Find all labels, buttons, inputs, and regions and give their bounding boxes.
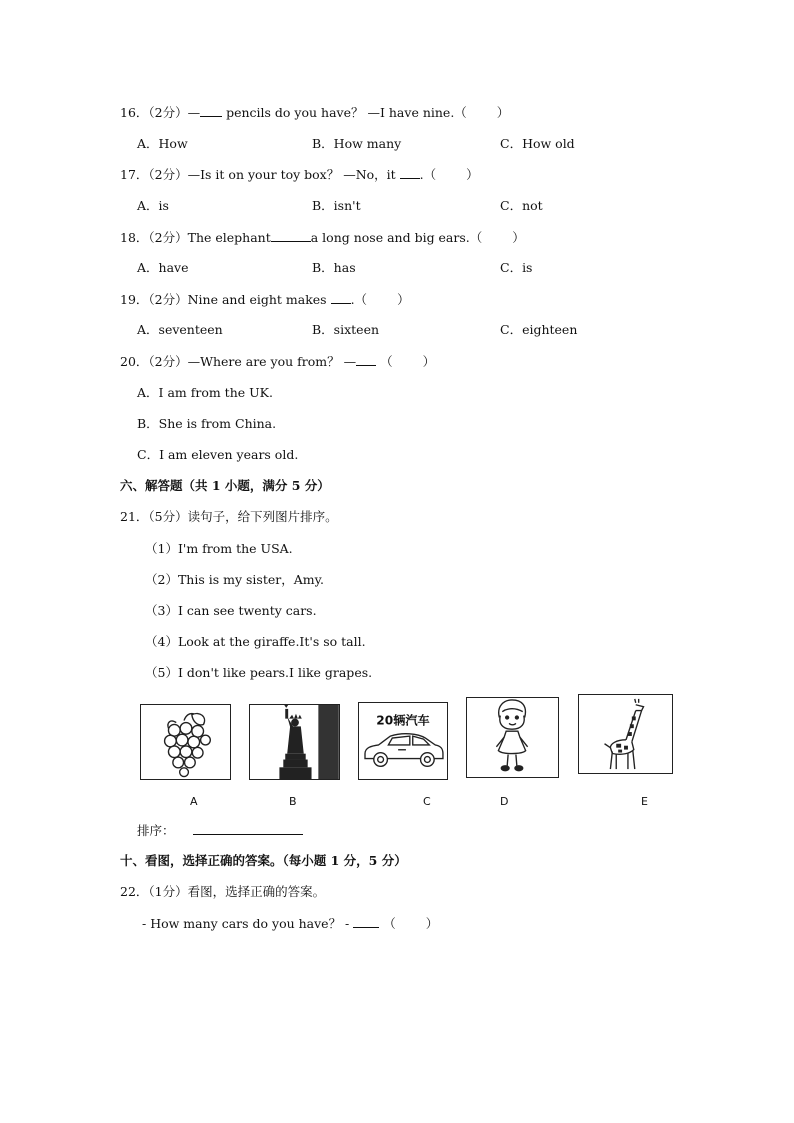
giraffe-icon (579, 695, 672, 773)
option-a[interactable]: A．How (137, 136, 188, 151)
option-b[interactable]: B．She is from China. (137, 416, 277, 431)
section-heading-6: 六、解答题（共 1 小题，满分 5 分） (120, 478, 330, 493)
order-label: 排序： (137, 823, 175, 838)
picture-letter-d: D (500, 795, 509, 808)
picture-giraffe (578, 694, 673, 774)
option-a[interactable]: A．seventeen (137, 322, 223, 337)
section-heading-10: 十、看图，选择正确的答案。（每小题 1 分，5 分） (120, 853, 407, 868)
question-text: ） (512, 230, 525, 245)
sentence-1: （1）I'm from the USA. (145, 541, 293, 556)
answer-blank (331, 291, 351, 304)
option-b[interactable]: B．How many (312, 136, 402, 151)
question-number: 20． (120, 354, 149, 369)
question-score: （2分） (148, 167, 188, 182)
car-caption: 20辆汽车 (376, 713, 430, 728)
girl-icon (467, 698, 558, 777)
answer-blank (271, 229, 311, 242)
picture-letter-c: C (423, 795, 431, 808)
statue-of-liberty-icon (250, 705, 339, 779)
answer-blank (400, 166, 420, 179)
question-text: pencils do you have？ —I have nine.（ (226, 105, 467, 120)
question-text: （ (380, 354, 393, 369)
option-b[interactable]: B．isn't (312, 198, 361, 213)
order-answer-blank[interactable] (193, 822, 303, 835)
question-text: ） (397, 292, 410, 307)
answer-blank (353, 915, 379, 928)
option-b[interactable]: B．has (312, 260, 356, 275)
question-text: - How many cars do you have？ - (142, 916, 350, 931)
sentence-3: （3）I can see twenty cars. (145, 603, 317, 618)
option-a[interactable]: A．I am from the UK. (137, 385, 273, 400)
question-number: 17． (120, 167, 149, 182)
question-text: ） (496, 105, 510, 120)
question-text: ） (425, 916, 439, 931)
question-text: （ (383, 916, 396, 931)
question-score: （2分） (148, 292, 188, 307)
picture-letter-a: A (190, 795, 198, 808)
question-22: 22．（1分）看图，选择正确的答案。 (120, 884, 326, 899)
question-text: —Where are you from？ — (187, 354, 357, 369)
question-17 (120, 166, 479, 183)
question-text: ） (422, 354, 436, 369)
option-c[interactable]: C．not (500, 198, 543, 213)
question-score: （2分） (148, 105, 188, 120)
question-number: 19． (120, 292, 149, 307)
car-icon (359, 703, 447, 779)
question-text: —Is it on your toy box？ —No，it (187, 167, 396, 182)
order-row (137, 822, 303, 839)
question-19 (120, 291, 410, 308)
option-c[interactable]: C．is (500, 260, 533, 275)
option-c[interactable]: C．eighteen (500, 322, 578, 337)
question-text: — (187, 105, 201, 120)
option-a[interactable]: A．have (137, 260, 189, 275)
question-number: 18． (120, 230, 149, 245)
picture-letter-e: E (641, 795, 648, 808)
picture-girl (466, 697, 559, 778)
sentence-2: （2）This is my sister，Amy. (145, 572, 324, 587)
answer-blank (200, 104, 222, 117)
picture-grapes (140, 704, 231, 780)
option-c[interactable]: C．I am eleven years old. (137, 447, 299, 462)
question-text: .（ (419, 167, 437, 182)
question-text: ） (466, 167, 479, 182)
question-16 (120, 104, 509, 121)
answer-blank (356, 353, 376, 366)
question-number: 16． (120, 105, 149, 120)
picture-letter-b: B (289, 795, 297, 808)
question-20 (120, 353, 435, 370)
sentence-5: （5）I don't like pears.I like grapes. (145, 665, 373, 680)
option-c[interactable]: C．How old (500, 136, 575, 151)
question-22-prompt (142, 915, 438, 932)
sentence-4: （4）Look at the giraffe.It's so tall. (145, 634, 366, 649)
picture-statue-of-liberty (249, 704, 340, 780)
question-score: （2分） (148, 354, 188, 369)
picture-cars (358, 702, 448, 780)
question-text: a long nose and big ears.（ (310, 230, 483, 245)
question-text: The elephant (187, 230, 271, 245)
question-18 (120, 229, 525, 246)
question-21: 21．（5分）读句子，给下列图片排序。 (120, 509, 338, 524)
option-a[interactable]: A．is (137, 198, 169, 213)
question-score: （2分） (148, 230, 188, 245)
question-text: .（ (350, 292, 368, 307)
grapes-icon (141, 705, 230, 779)
question-text: Nine and eight makes (187, 292, 327, 307)
option-b[interactable]: B．sixteen (312, 322, 380, 337)
